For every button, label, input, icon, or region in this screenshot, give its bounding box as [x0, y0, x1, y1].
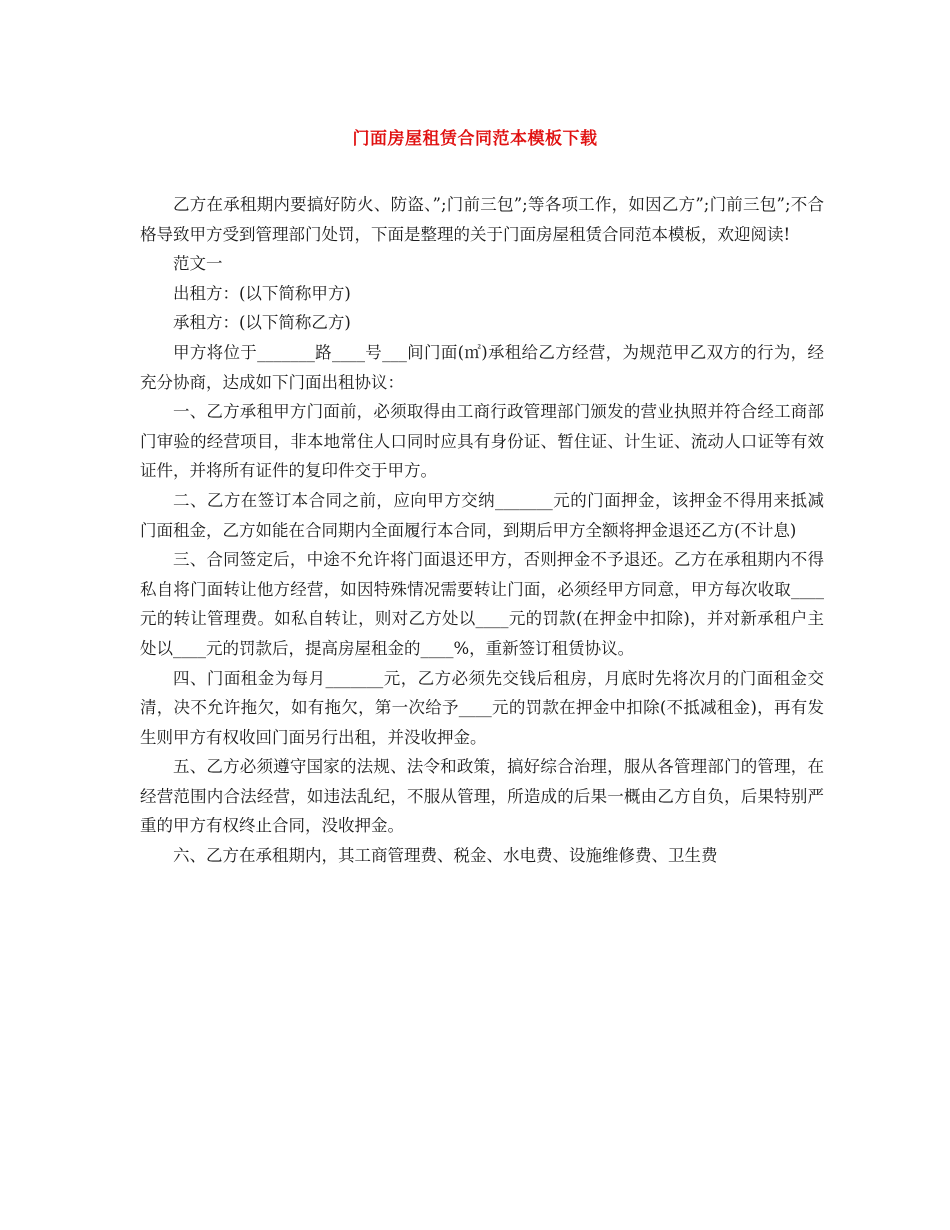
lessee-line: 承租方：(以下简称乙方) [173, 313, 351, 333]
clause-6: 六、乙方在承租期内，其工商管理费、税金、水电费、设施维修费、卫生费 [173, 846, 718, 866]
intro-paragraph: 乙方在承租期内要搞好防火、防盗、”;门前三包”;等各项工作，如因乙方”;门前三包”;不合格导致甲方受到管理部门处罚，下面是整理的关于门面房屋租赁合同范本模板，欢迎阅读! [140, 195, 824, 244]
clause-3: 三、合同签定后，中途不允许将门面退还甲方，否则押金不予退还。乙方在承租期内不得私自将门面转让他方经营，如因特殊情况需要转让门面，必须经甲方同意，甲方每次收取____元的转让管理费。如私自转让，则对乙方处以____元的罚款(在押金中扣除)，并对新承租户主处以____元的罚款后，提高房屋租金的____%，重新签订租赁协议。 [140, 550, 824, 658]
clause-4: 四、门面租金为每月_______元，乙方必须先交钱后租房，月底时先将次月的门面租金交清，决不允许拖欠，如有拖欠，第一次给予____元的罚款在押金中扣除(不抵减租金)，再有发生则甲方有权收回门面另行出租，并没收押金。 [140, 668, 824, 747]
sample-heading: 范文一 [173, 254, 223, 274]
document-title: 门面房屋租赁合同范本模板下载 [352, 129, 598, 149]
clause-1: 一、乙方承租甲方门面前，必须取得由工商行政管理部门颁发的营业执照并符合经工商部门审验的经营项目，非本地常住人口同时应具有身份证、暂住证、计生证、流动人口证等有效证件，并将所有证件的复印件交于甲方。 [140, 402, 824, 481]
document-body [140, 190, 824, 871]
premises-paragraph: 甲方将位于_______路____号___间门面(㎡)承租给乙方经营，为规范甲乙双方的行为，经充分协商，达成如下门面出租协议： [140, 342, 824, 392]
clause-2: 二、乙方在签订本合同之前，应向甲方交纳_______元的门面押金，该押金不得用来抵减门面租金，乙方如能在合同期内全面履行本合同，到期后甲方全额将押金退还乙方(不计息) [140, 490, 824, 540]
lessor-line: 出租方：(以下简称甲方) [173, 283, 351, 303]
clause-5: 五、乙方必须遵守国家的法规、法令和政策，搞好综合治理，服从各管理部门的管理，在经营范围内合法经营，如违法乱纪，不服从管理，所造成的后果一概由乙方自负，后果特别严重的甲方有权终止合同，没收押金。 [140, 757, 824, 836]
